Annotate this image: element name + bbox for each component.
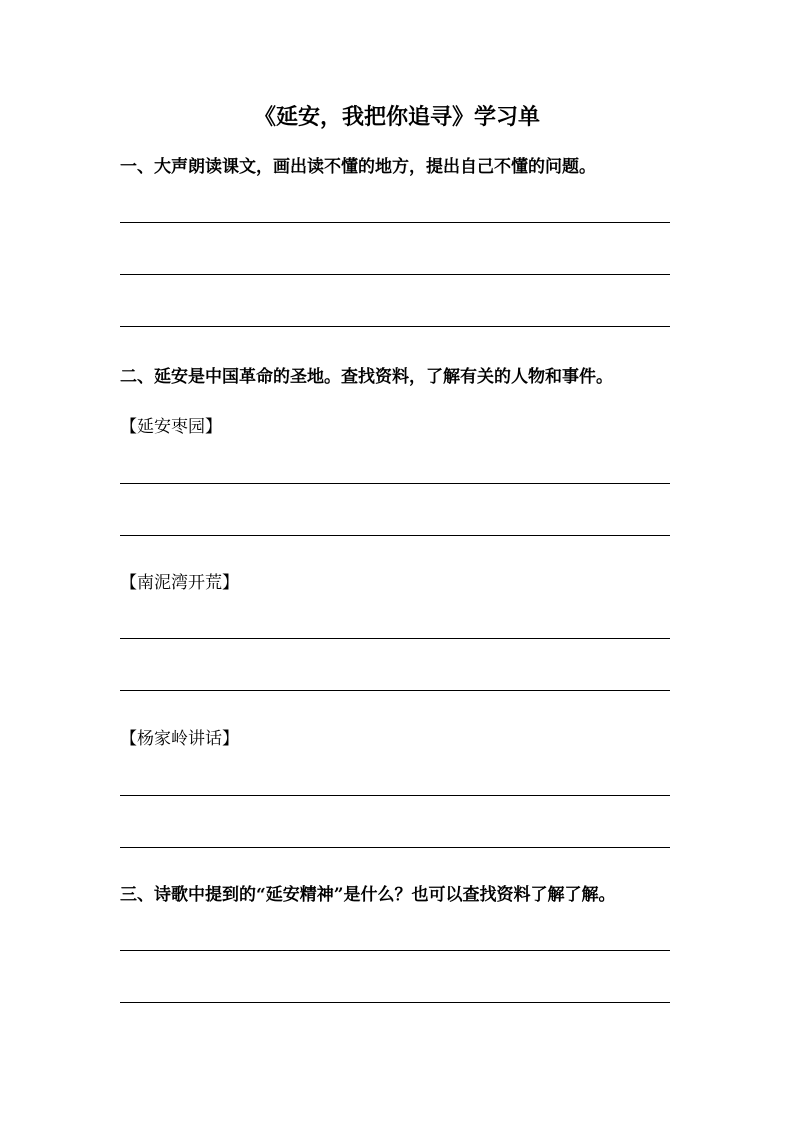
answer-line[interactable] xyxy=(120,847,670,848)
subsection-yangjialing: 【杨家岭讲话】 xyxy=(120,729,239,749)
subsection-yanan-zaoyuan: 【延安枣园】 xyxy=(120,417,222,437)
answer-line[interactable] xyxy=(120,950,670,951)
subsection-nanniwan: 【南泥湾开荒】 xyxy=(120,573,239,593)
worksheet-title: 《延安，我把你追寻》学习单 xyxy=(253,104,540,130)
question-1-heading: 一、大声朗读课文，画出读不懂的地方，提出自己不懂的问题。 xyxy=(120,157,596,177)
question-2-heading: 二、延安是中国革命的圣地。查找资料，了解有关的人物和事件。 xyxy=(120,367,613,387)
answer-line[interactable] xyxy=(120,222,670,223)
answer-line[interactable] xyxy=(120,795,670,796)
answer-line[interactable] xyxy=(120,638,670,639)
answer-line[interactable] xyxy=(120,690,670,691)
answer-line[interactable] xyxy=(120,535,670,536)
answer-line[interactable] xyxy=(120,274,670,275)
answer-line[interactable] xyxy=(120,1002,670,1003)
question-3-heading: 三、诗歌中提到的“延安精神”是什么？也可以查找资料了解了解。 xyxy=(120,885,616,905)
answer-line[interactable] xyxy=(120,326,670,327)
answer-line[interactable] xyxy=(120,483,670,484)
